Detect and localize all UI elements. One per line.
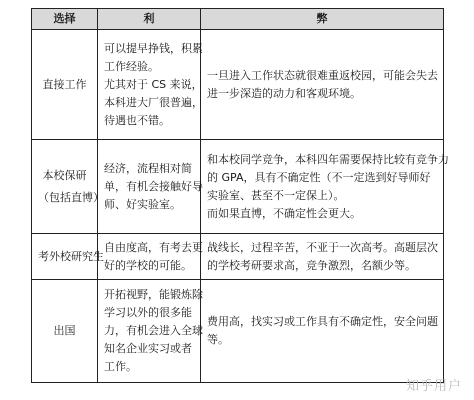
pros-line: 学习以外的很多能 <box>104 306 192 319</box>
cons-cell <box>201 30 444 140</box>
table-row <box>32 234 444 280</box>
cons-line: 和本校同学竞争，本科四年需要保持比较有竞争力 <box>207 152 449 166</box>
comparison-table <box>31 8 449 383</box>
header-cons: 弊 <box>201 9 444 30</box>
pros-line: 师、好实验室。 <box>104 197 181 211</box>
cons-line: 一旦进入工作状态就很难重返校园，可能会失去 <box>207 68 438 82</box>
cons-line: 实验室、甚至不一定保上）。 <box>207 188 345 202</box>
pros-cell <box>98 234 201 280</box>
cons-line: 费用高，找实习或工作具有不确定性，安全问题 <box>207 315 438 328</box>
pros-line: 知名企业实习或者 <box>104 342 192 355</box>
pros-cell <box>98 140 201 234</box>
pros-line: 开拓视野，能锻炼除 <box>104 288 203 301</box>
choice-sublabel: （包括直博） <box>38 190 104 204</box>
pros-line: 工作。 <box>104 360 137 373</box>
pros-line: 好的学校的可能。 <box>104 258 192 272</box>
choice-cell <box>32 140 104 234</box>
table-row <box>32 30 444 140</box>
cons-cell <box>201 234 444 280</box>
pros-line: 工作经验。 <box>104 59 159 73</box>
pros-cell <box>98 30 201 140</box>
choice-label: 本校保研 <box>42 168 87 182</box>
choice-label: 直接工作 <box>42 77 87 91</box>
pros-line: 经济，流程相对简 <box>104 161 192 175</box>
cons-line: 进一步深造的动力和客观环境。 <box>207 86 361 100</box>
cons-cell <box>201 280 444 383</box>
pros-line: 可以提早挣钱，积累 <box>104 41 203 55</box>
table-row <box>32 140 444 234</box>
cons-cell <box>201 140 449 234</box>
choice-cell <box>32 234 104 280</box>
cons-line: 战线长，过程辛苦，不亚于一次高考。高题层次 <box>207 240 438 254</box>
pros-line: 自由度高，有考去更 <box>104 240 203 254</box>
watermark: 知乎用户 <box>405 379 462 394</box>
cons-line: 而如果直博，不确定性会更大。 <box>207 206 361 220</box>
choice-cell <box>32 30 98 140</box>
table-row <box>32 280 444 383</box>
cons-line: 的学校考研要求高，竞争激烈，名额少等。 <box>207 258 416 272</box>
pros-cell <box>98 280 201 383</box>
pros-line: 力，有机会进入全球 <box>104 324 203 337</box>
choice-label: 考外校研究生 <box>38 249 104 263</box>
cons-line: 等。 <box>207 333 229 346</box>
choice-cell <box>32 280 98 383</box>
pros-line: 待遇也不错。 <box>104 113 170 127</box>
choice-label: 出国 <box>53 324 76 337</box>
table-header-row <box>32 9 444 30</box>
cons-line: 的 GPA，具有不确定性（不一定选到好导师好 <box>207 170 431 184</box>
pros-line: 本科进大厂很普遍， <box>104 95 203 109</box>
header-pros: 利 <box>98 9 201 30</box>
pros-line: 单，有机会接触好导 <box>104 179 203 193</box>
header-choice: 选择 <box>32 9 98 30</box>
pros-line: 尤其对于 CS 来说， <box>104 77 203 91</box>
